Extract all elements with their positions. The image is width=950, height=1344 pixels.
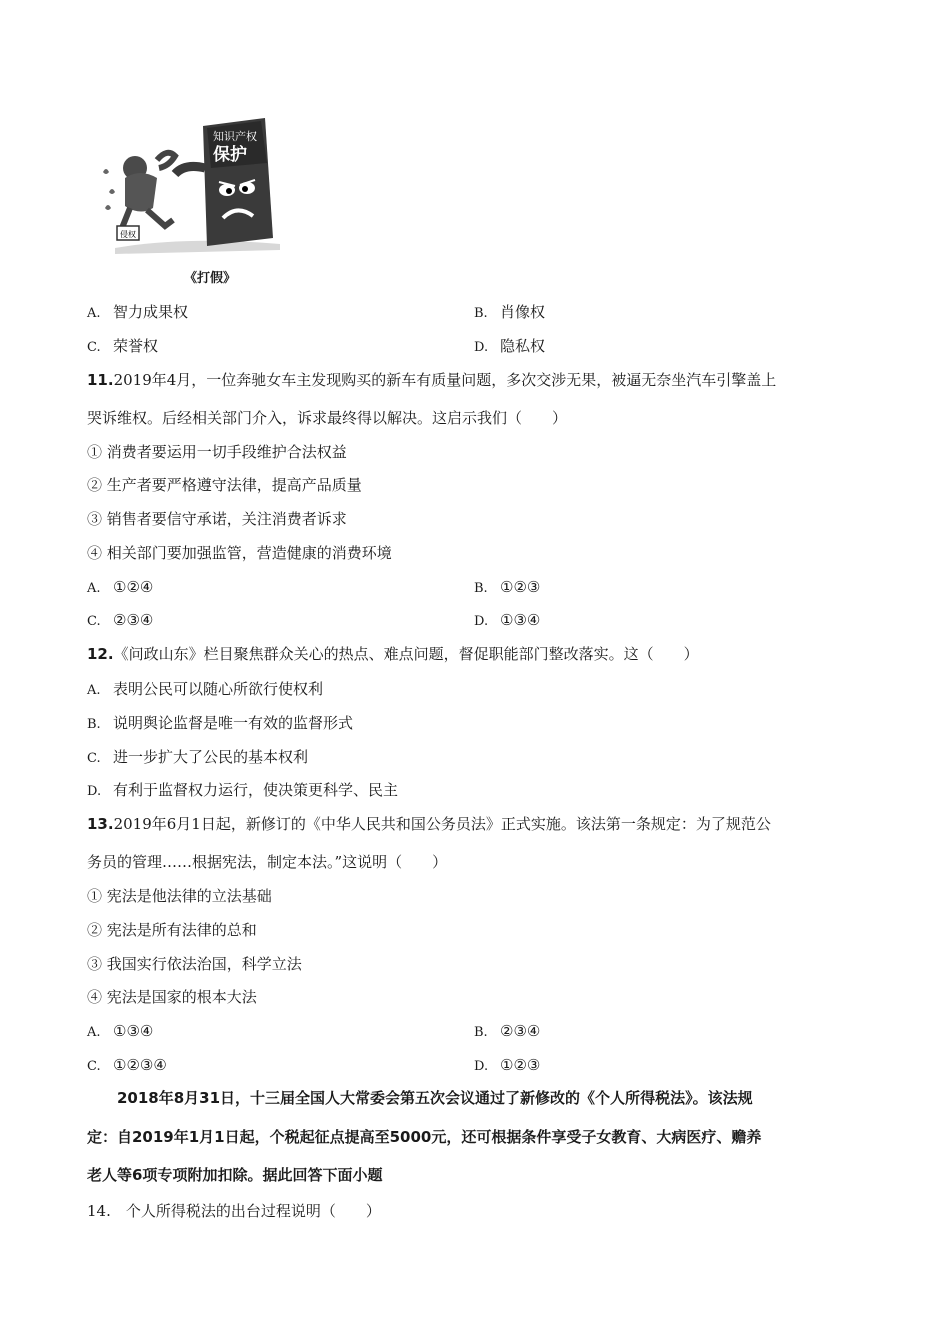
option-text: 隐私权: [500, 337, 546, 355]
option-letter: C.: [87, 751, 101, 766]
option-text: ①③④: [500, 611, 541, 629]
option-letter: B.: [474, 306, 488, 321]
option-letter: C.: [87, 340, 101, 355]
option-text: 有利于监督权力运行，使决策更科学、民主: [113, 781, 399, 799]
q13-statement-3: ③ 我国实行依法治国，科学立法: [87, 955, 302, 973]
option-text: ①③④: [113, 1022, 154, 1040]
option-letter: A.: [87, 1025, 101, 1040]
q11-option-d[interactable]: [474, 609, 540, 633]
q13-option-a[interactable]: [87, 1020, 153, 1044]
q14-stem: 14. 个人所得税法的出台过程说明（ ）: [87, 1202, 381, 1220]
option-text: 进一步扩大了公民的基本权利: [113, 748, 309, 766]
q10-option-c[interactable]: [87, 335, 158, 359]
option-letter: A.: [87, 683, 101, 698]
q13-statement-1: ① 宪法是他法律的立法基础: [87, 887, 272, 905]
option-text: ①②④: [113, 578, 154, 596]
option-letter: D.: [474, 1059, 489, 1074]
q11-option-a[interactable]: [87, 576, 153, 600]
option-text: ①②③: [500, 1056, 541, 1074]
option-letter: D.: [474, 614, 489, 629]
q11-stem-line1: [87, 369, 776, 391]
option-text: ①②③: [500, 578, 541, 596]
question-text: 2019年4月，一位奔驰女车主发现购买的新车有质量问题，多次交涉无果，被逼无奈坐汽车引擎盖上: [113, 371, 777, 389]
q10-option-a[interactable]: [87, 301, 188, 325]
option-text: 荣誉权: [113, 337, 159, 355]
q11-option-b[interactable]: [474, 576, 540, 600]
passage-line1: 2018年8月31日，十三届全国人大常委会第五次会议通过了新修改的《个人所得税法》。该法规: [87, 1089, 753, 1107]
q13-option-c[interactable]: [87, 1054, 167, 1078]
option-letter: D.: [474, 340, 489, 355]
question-number: 12.: [87, 645, 114, 663]
option-text: 表明公民可以随心所欲行使权利: [113, 680, 324, 698]
option-letter: A.: [87, 581, 101, 596]
q10-option-d[interactable]: [474, 335, 545, 359]
question-number: 11.: [87, 371, 114, 389]
option-letter: B.: [474, 1025, 488, 1040]
q12-option-b[interactable]: [87, 712, 353, 736]
q13-statement-4: ④ 宪法是国家的根本大法: [87, 988, 257, 1006]
option-text: 智力成果权: [113, 303, 189, 321]
option-letter: B.: [87, 717, 101, 732]
option-letter: C.: [87, 1059, 101, 1074]
option-letter: B.: [474, 581, 488, 596]
q13-option-d[interactable]: [474, 1054, 540, 1078]
figure-caption: 《打假》: [183, 271, 236, 286]
question-text: 《问政山东》栏目聚焦群众关心的热点、难点问题，督促职能部门整改落实。这（ ）: [113, 645, 699, 663]
q13-stem-line2: 务员的管理……根据宪法，制定本法。”这说明（ ）: [87, 853, 448, 871]
q12-stem: [87, 643, 699, 665]
option-text: 说明舆论监督是唯一有效的监督形式: [113, 714, 354, 732]
cartoon-figure: [95, 108, 285, 258]
q11-stem-line2: 哭诉维权。后经相关部门介入，诉求最终得以解决。这启示我们（ ）: [87, 409, 568, 427]
option-text: 肖像权: [500, 303, 546, 321]
q11-statement-1: ① 消费者要运用一切手段维护合法权益: [87, 443, 347, 461]
option-letter: D.: [87, 784, 102, 799]
q11-statement-4: ④ 相关部门要加强监管，营造健康的消费环境: [87, 544, 392, 562]
option-text: ②③④: [113, 611, 154, 629]
option-text: ①②③④: [113, 1056, 167, 1074]
q11-statement-2: ② 生产者要严格遵守法律，提高产品质量: [87, 476, 362, 494]
board-text-2: 保护: [213, 145, 247, 165]
question-number: 13.: [87, 815, 114, 833]
q12-option-c[interactable]: [87, 746, 308, 770]
q11-statement-3: ③ 销售者要信守承诺，关注消费者诉求: [87, 510, 347, 528]
option-letter: C.: [87, 614, 101, 629]
q13-option-b[interactable]: [474, 1020, 540, 1044]
q12-option-a[interactable]: [87, 678, 323, 702]
q10-option-b[interactable]: [474, 301, 545, 325]
question-text: 2019年6月1日起，新修订的《中华人民共和国公务员法》正式实施。该法第一条规定：为了规范公: [113, 815, 771, 833]
q11-option-c[interactable]: [87, 609, 153, 633]
option-letter: A.: [87, 306, 101, 321]
board-text-1: 知识产权: [213, 130, 257, 143]
passage-line2: 定：自2019年1月1日起，个税起征点提高至5000元，还可根据条件享受子女教育、大病医疗、赡养: [87, 1128, 762, 1146]
q12-option-d[interactable]: [87, 779, 398, 803]
passage-line3: 老人等6项专项附加扣除。据此回答下面小题: [87, 1166, 383, 1184]
cartoon-illustration: [95, 108, 285, 258]
q13-stem-line1: [87, 813, 771, 835]
box-label: 侵权: [120, 230, 136, 239]
option-text: ②③④: [500, 1022, 541, 1040]
q13-statement-2: ② 宪法是所有法律的总和: [87, 921, 257, 939]
